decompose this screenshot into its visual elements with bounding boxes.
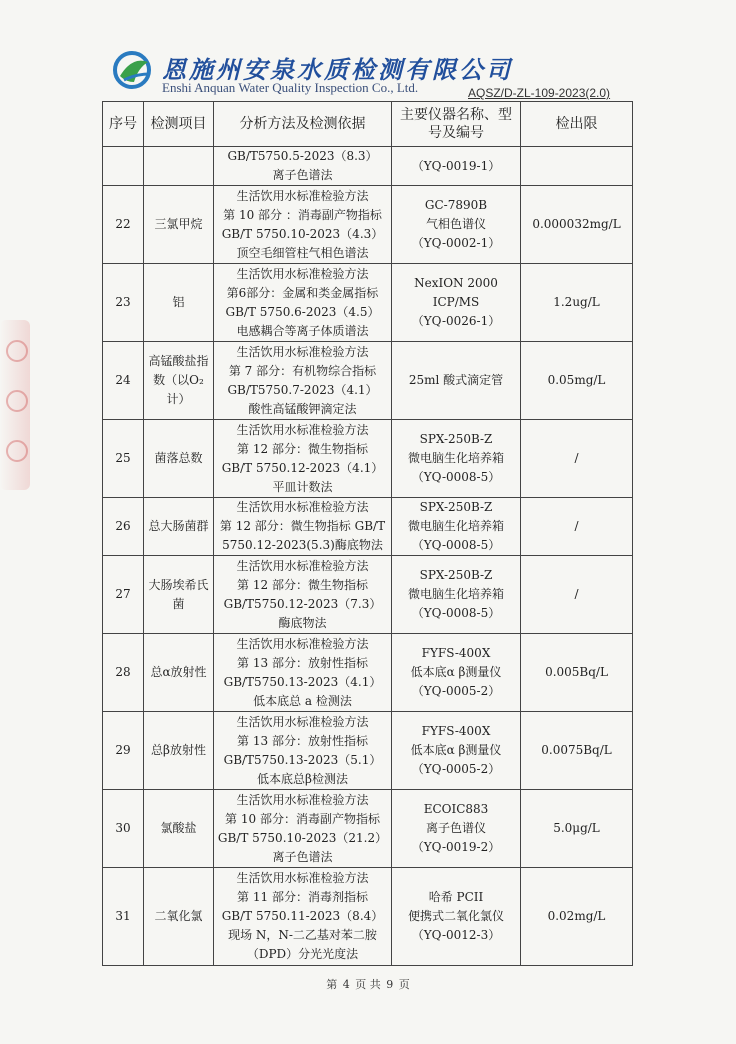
table-row <box>103 264 633 342</box>
row-limit: / <box>521 556 633 634</box>
row-instrument: FYFS-400X 低本底α β测量仪 （YQ-0005-2） <box>392 712 521 790</box>
header-item: 检测项目 <box>144 102 214 147</box>
table-row <box>103 712 633 790</box>
row-method: GB/T5750.5-2023（8.3） 离子色谱法 <box>214 147 392 186</box>
row-item: 总β放射性 <box>144 712 214 790</box>
row-limit: / <box>521 420 633 498</box>
row-item: 总α放射性 <box>144 634 214 712</box>
row-number: 27 <box>103 556 144 634</box>
table-row <box>103 790 633 868</box>
row-method: 生活饮用水标准检验方法 第 12 部分：微生物指标 GB/T 5750.12-2023(5.3)酶底物法 <box>214 498 392 556</box>
page-middle: 页 共 <box>355 978 381 991</box>
row-number <box>103 147 144 186</box>
row-number: 28 <box>103 634 144 712</box>
row-instrument: GC-7890B 气相色谱仪 （YQ-0002-1） <box>392 186 521 264</box>
row-method: 生活饮用水标准检验方法 第 13 部分：放射性指标 GB/T5750.13-2023（5.1） 低本底总β检测法 <box>214 712 392 790</box>
row-item: 三氯甲烷 <box>144 186 214 264</box>
row-item: 菌落总数 <box>144 420 214 498</box>
row-number: 22 <box>103 186 144 264</box>
document-number: AQSZ/D-ZL-109-2023(2.0) <box>468 86 611 100</box>
row-instrument: 25ml 酸式滴定管 <box>392 342 521 420</box>
table-header-row <box>103 102 633 147</box>
row-limit: / <box>521 498 633 556</box>
company-name-cn: 恩施州安泉水质检测有限公司 <box>162 55 513 84</box>
row-limit: 0.000032mg/L <box>521 186 633 264</box>
row-method: 生活饮用水标准检验方法 第 11 部分：消毒剂指标 GB/T 5750.11-2023（8.4） 现场 N，N-二乙基对苯二胺 （DPD）分光光度法 <box>214 868 392 966</box>
table-row <box>103 868 633 966</box>
row-instrument: ECOIC883 离子色谱仪 （YQ-0019-2） <box>392 790 521 868</box>
page-prefix: 第 <box>326 978 338 991</box>
row-item <box>144 147 214 186</box>
row-limit: 5.0μg/L <box>521 790 633 868</box>
row-instrument: SPX-250B-Z 微电脑生化培养箱 （YQ-0008-5） <box>392 556 521 634</box>
table-row <box>103 498 633 556</box>
table-row <box>103 186 633 264</box>
row-method: 生活饮用水标准检验方法 第 12 部分：微生物指标 GB/T5750.12-2023（7.3） 酶底物法 <box>214 556 392 634</box>
table-row <box>103 634 633 712</box>
row-limit <box>521 147 633 186</box>
header-instrument: 主要仪器名称、型号及编号 <box>392 102 521 147</box>
table-row <box>103 556 633 634</box>
row-limit: 1.2ug/L <box>521 264 633 342</box>
row-number: 31 <box>103 868 144 966</box>
row-instrument: NexION 2000 ICP/MS （YQ-0026-1） <box>392 264 521 342</box>
company-logo-icon <box>110 50 158 90</box>
row-instrument: FYFS-400X 低本底α β测量仪 （YQ-0005-2） <box>392 634 521 712</box>
row-item: 铝 <box>144 264 214 342</box>
row-item: 高锰酸盐指数（以O₂计） <box>144 342 214 420</box>
row-method: 生活饮用水标准检验方法 第 13 部分：放射性指标 GB/T5750.13-2023（4.1） 低本底总 a 检测法 <box>214 634 392 712</box>
row-instrument: SPX-250B-Z 微电脑生化培养箱 （YQ-0008-5） <box>392 420 521 498</box>
page-total: 9 <box>386 978 394 991</box>
row-instrument: 哈希 PCII 便携式二氧化氯仪 （YQ-0012-3） <box>392 868 521 966</box>
row-number: 29 <box>103 712 144 790</box>
table-row <box>103 420 633 498</box>
page-current: 4 <box>342 978 350 991</box>
row-limit: 0.02mg/L <box>521 868 633 966</box>
row-method: 生活饮用水标准检验方法 第 7 部分：有机物综合指标 GB/T5750.7-2023（4.1） 酸性高锰酸钾滴定法 <box>214 342 392 420</box>
inspection-methods-table <box>102 101 633 966</box>
row-number: 23 <box>103 264 144 342</box>
row-instrument: （YQ-0019-1） <box>392 147 521 186</box>
row-limit: 0.0075Bq/L <box>521 712 633 790</box>
row-number: 26 <box>103 498 144 556</box>
row-item: 总大肠菌群 <box>144 498 214 556</box>
row-number: 30 <box>103 790 144 868</box>
table-row <box>103 342 633 420</box>
header-method: 分析方法及检测依据 <box>214 102 392 147</box>
page-footer <box>0 976 736 992</box>
header-seq: 序号 <box>103 102 144 147</box>
row-number: 25 <box>103 420 144 498</box>
page-suffix: 页 <box>398 978 410 991</box>
row-item: 大肠埃希氏菌 <box>144 556 214 634</box>
row-item: 氯酸盐 <box>144 790 214 868</box>
row-method: 生活饮用水标准检验方法 第 12 部分：微生物指标 GB/T 5750.12-2023（4.1） 平皿计数法 <box>214 420 392 498</box>
row-instrument: SPX-250B-Z 微电脑生化培养箱 （YQ-0008-5） <box>392 498 521 556</box>
row-method: 生活饮用水标准检验方法 第 10 部分：消毒副产物指标 GB/T 5750.10-2023（21.2） 离子色谱法 <box>214 790 392 868</box>
row-limit: 0.005Bq/L <box>521 634 633 712</box>
table-row <box>103 147 633 186</box>
company-name-en: Enshi Anquan Water Quality Inspection Co., Ltd. <box>162 80 419 95</box>
row-number: 24 <box>103 342 144 420</box>
row-method: 生活饮用水标准检验方法 第6部分：金属和类金属指标 GB/T 5750.6-2023（4.5） 电感耦合等离子体质谱法 <box>214 264 392 342</box>
header-limit: 检出限 <box>521 102 633 147</box>
row-method: 生活饮用水标准检验方法 第 10 部分 ：消毒副产物指标 GB/T 5750.10-2023（4.3） 顶空毛细管柱气相色谱法 <box>214 186 392 264</box>
row-item: 二氧化氯 <box>144 868 214 966</box>
row-limit: 0.05mg/L <box>521 342 633 420</box>
seal-stamp-fragment <box>0 320 30 490</box>
